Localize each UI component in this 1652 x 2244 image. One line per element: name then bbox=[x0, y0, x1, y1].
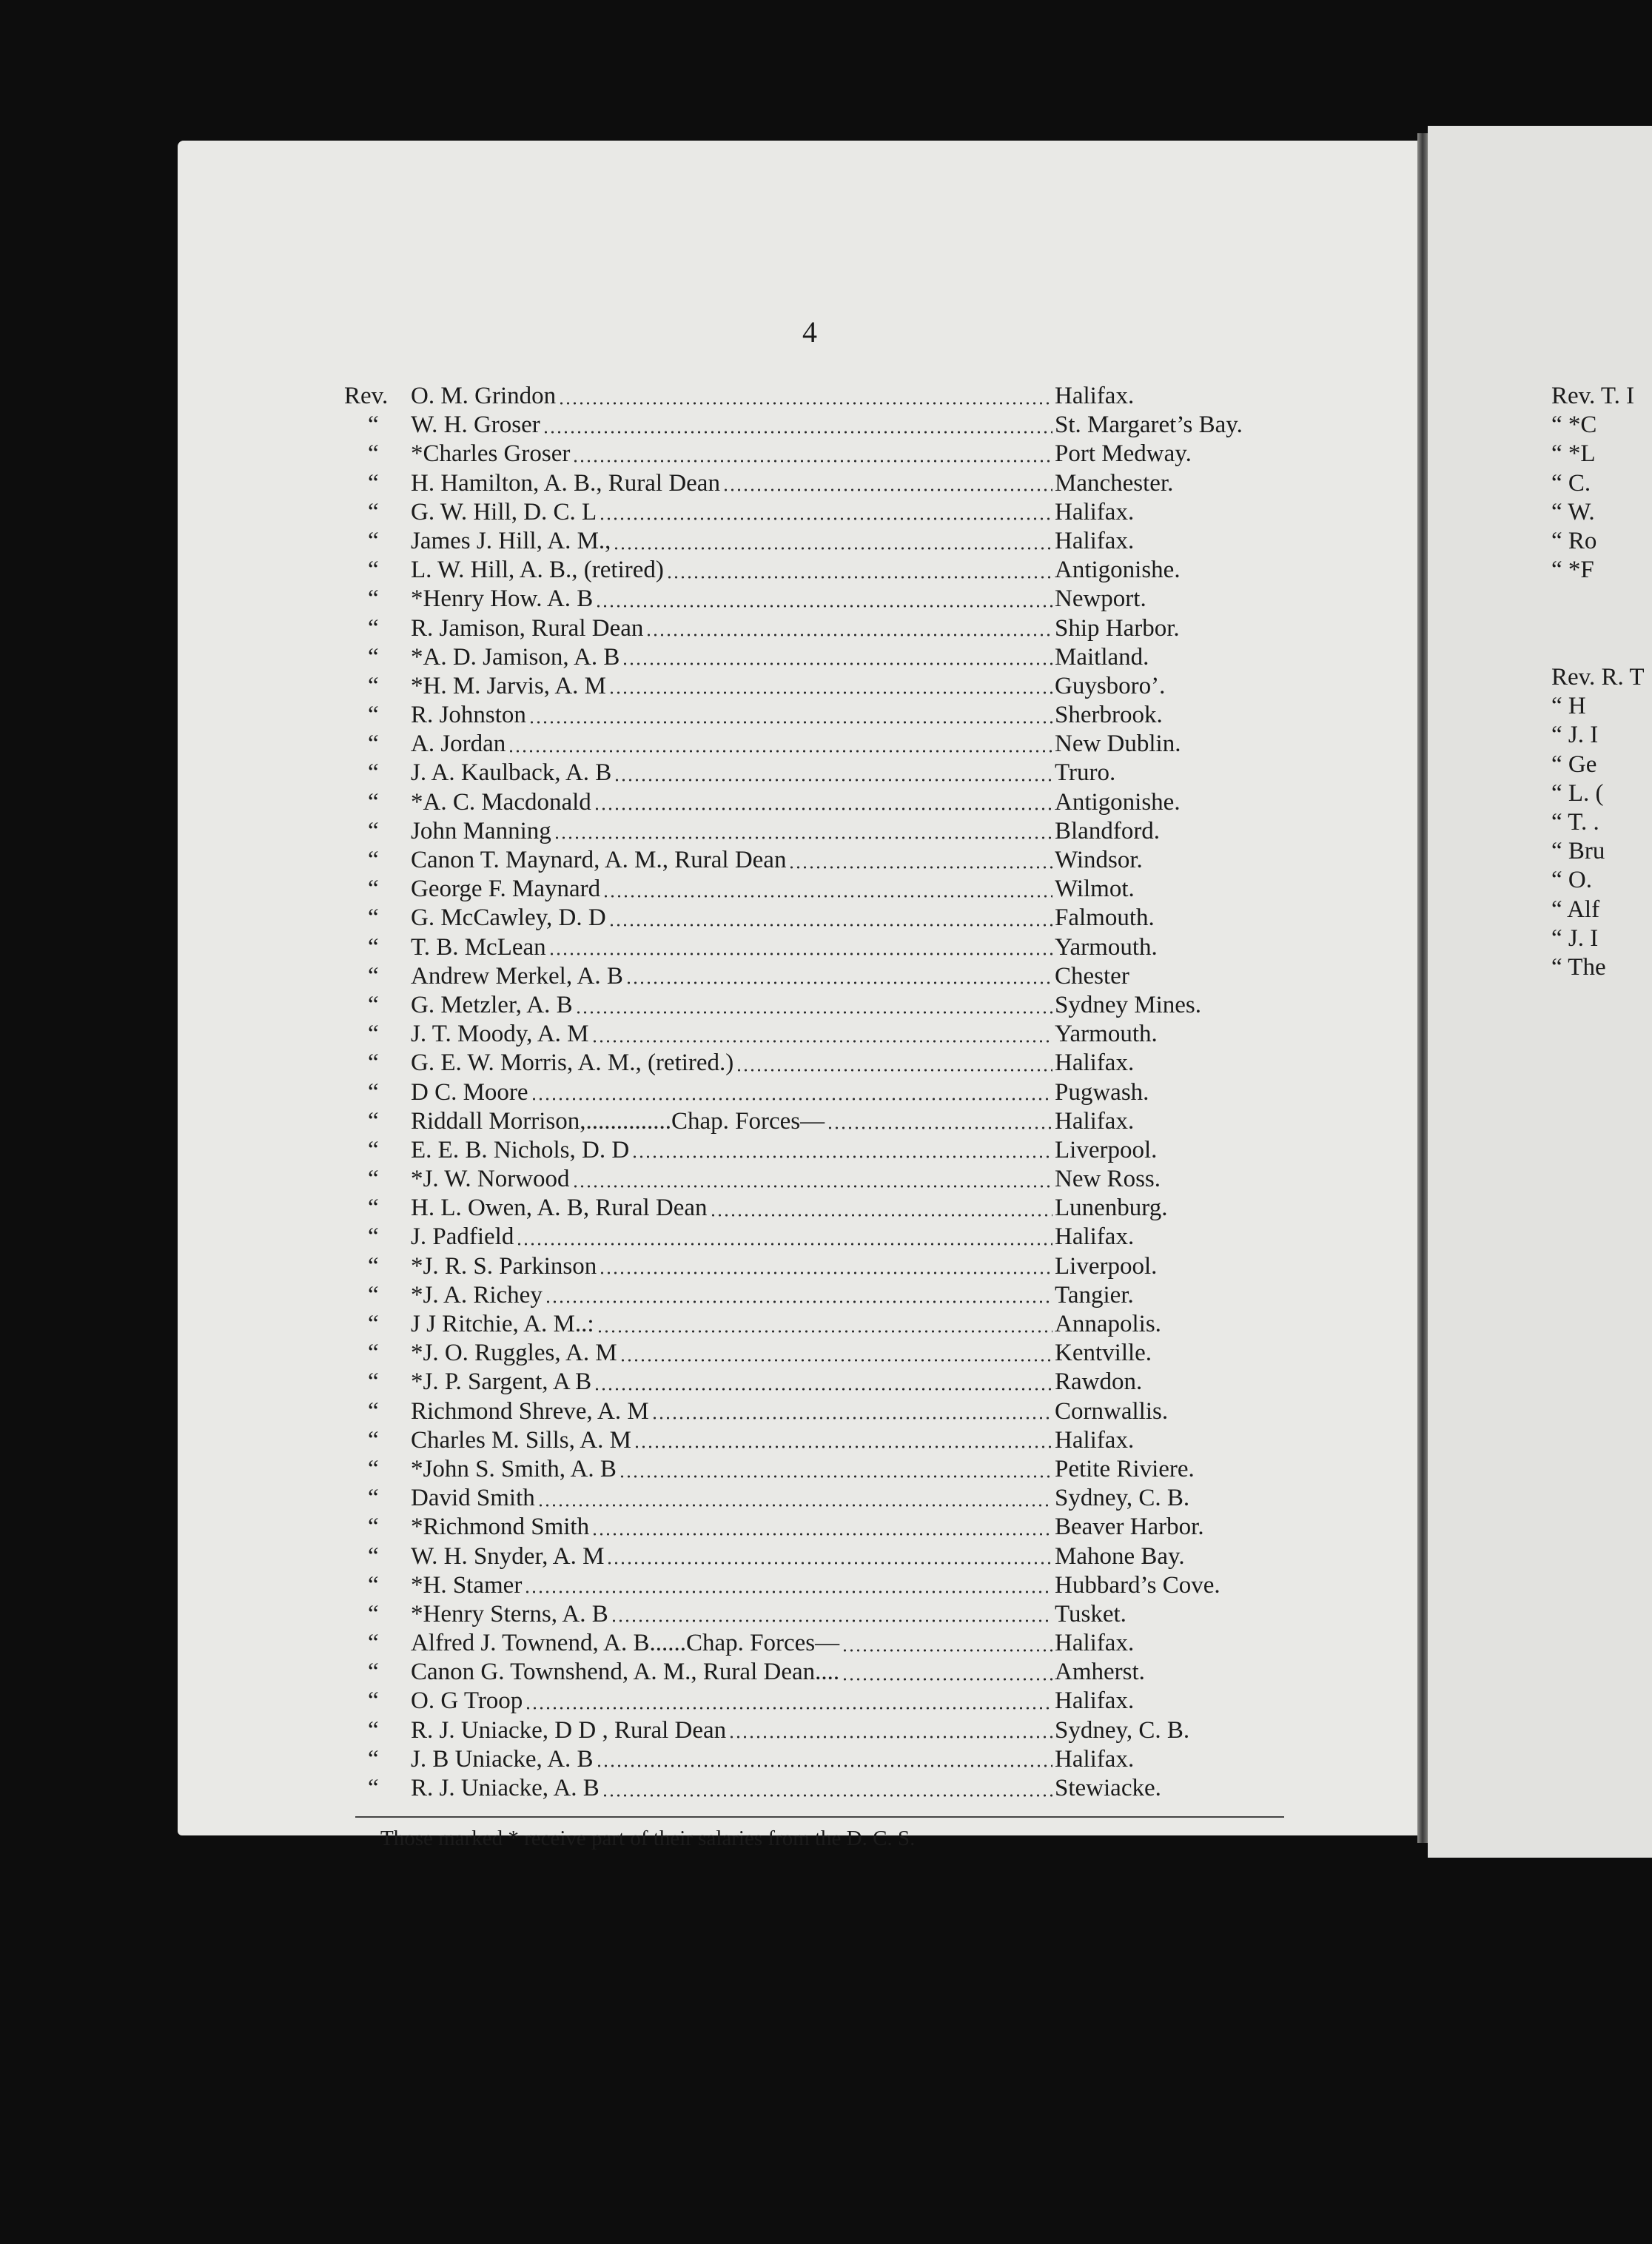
entry-name: G. McCawley, D. D bbox=[411, 904, 606, 932]
dot-leader bbox=[602, 1793, 1052, 1798]
facing-line: “ O. bbox=[1551, 867, 1592, 894]
entry-place: Truro. bbox=[1055, 759, 1116, 787]
entry-prefix: “ bbox=[368, 1659, 379, 1686]
entry-place: Manchester. bbox=[1055, 469, 1174, 497]
dot-leader bbox=[575, 1010, 1052, 1015]
entry-place: Windsor. bbox=[1055, 847, 1143, 873]
entry-place: Sydney, C. B. bbox=[1055, 1485, 1190, 1512]
dot-leader bbox=[645, 632, 1052, 638]
facing-line: “ T. . bbox=[1551, 808, 1599, 836]
entry-place: Yarmouth. bbox=[1055, 1021, 1158, 1048]
entry-name: *J. O. Ruggles, A. M bbox=[411, 1340, 617, 1367]
list-item bbox=[344, 469, 1306, 498]
entry-place: Halifax. bbox=[1055, 1107, 1135, 1135]
list-item bbox=[344, 1455, 1306, 1484]
entry-name: E. E. B. Nichols, D. D bbox=[411, 1136, 630, 1163]
list-item bbox=[344, 817, 1306, 846]
entry-prefix: “ bbox=[368, 962, 379, 990]
dot-leader bbox=[788, 864, 1052, 870]
entry-prefix: “ bbox=[368, 1745, 379, 1773]
entry-prefix: “ bbox=[368, 876, 379, 903]
entry-name: Canon G. Townshend, A. M., Rural Dean.... bbox=[411, 1659, 840, 1686]
entry-prefix: “ bbox=[368, 1049, 379, 1077]
entry-prefix: “ bbox=[368, 1311, 379, 1337]
entry-name: Canon T. Maynard, A. M., Rural Dean bbox=[411, 847, 787, 873]
entry-name: J. Padfield bbox=[411, 1223, 514, 1251]
list-item bbox=[344, 1339, 1306, 1368]
list-item bbox=[344, 382, 1306, 411]
entry-prefix: “ bbox=[368, 759, 379, 787]
footnote-rule bbox=[355, 1816, 1284, 1818]
entry-name: O. M. Grindon bbox=[411, 383, 557, 409]
list-item bbox=[344, 1194, 1306, 1223]
entry-prefix: “ bbox=[368, 614, 379, 642]
entry-prefix: “ bbox=[368, 440, 379, 468]
list-item bbox=[344, 1600, 1306, 1629]
entry-place: Kentville. bbox=[1055, 1340, 1152, 1367]
dot-leader bbox=[842, 1676, 1052, 1682]
entry-place: New Ross. bbox=[1055, 1166, 1161, 1193]
entry-name: *Richmond Smith bbox=[411, 1514, 590, 1541]
entry-name: *John S. Smith, A. B bbox=[411, 1455, 617, 1482]
list-item bbox=[344, 1020, 1306, 1049]
entry-prefix: “ bbox=[368, 469, 379, 497]
entry-name: *H. Stamer bbox=[411, 1571, 523, 1599]
facing-line: “ J. I bbox=[1551, 722, 1599, 749]
facing-page-list-top bbox=[1551, 382, 1652, 585]
entry-place: Halifax. bbox=[1055, 1630, 1135, 1657]
entry-name: J J Ritchie, A. M..: bbox=[411, 1311, 594, 1337]
entry-place: Blandford. bbox=[1055, 817, 1161, 844]
footnote: Those marked * receive part of their salaries from the D. C. S. bbox=[380, 1827, 916, 1850]
dot-leader bbox=[622, 661, 1052, 667]
entry-place: Maitland. bbox=[1055, 643, 1149, 671]
facing-line: “ W. bbox=[1551, 498, 1595, 525]
list-item bbox=[344, 933, 1306, 962]
list-item bbox=[344, 1397, 1306, 1426]
entry-place: Wilmot. bbox=[1055, 876, 1135, 903]
dot-leader bbox=[508, 748, 1052, 754]
entry-prefix: “ bbox=[368, 1397, 379, 1425]
list-item bbox=[344, 904, 1306, 933]
entry-name: R. Johnston bbox=[411, 702, 526, 729]
list-item bbox=[344, 614, 1306, 643]
entry-name: *J. W. Norwood bbox=[411, 1166, 570, 1193]
list-item bbox=[344, 1107, 1306, 1136]
dot-leader bbox=[728, 1734, 1052, 1740]
list-item bbox=[344, 1571, 1306, 1600]
facing-line: “ H bbox=[1551, 693, 1586, 720]
dot-leader bbox=[736, 1067, 1052, 1073]
entry-place: Pugwash. bbox=[1055, 1078, 1149, 1106]
entry-name: *A. D. Jamison, A. B bbox=[411, 643, 620, 671]
entry-name: G. Metzler, A. B bbox=[411, 991, 573, 1018]
entry-name: J. T. Moody, A. M bbox=[411, 1021, 589, 1048]
entry-prefix: “ bbox=[368, 991, 379, 1018]
facing-line: “ Bru bbox=[1551, 838, 1605, 865]
dot-leader bbox=[595, 603, 1052, 609]
entry-place: New Dublin. bbox=[1055, 730, 1181, 758]
entry-name: J. A. Kaulback, A. B bbox=[411, 759, 612, 787]
entry-place: Liverpool. bbox=[1055, 1252, 1158, 1280]
entry-prefix: Rev. bbox=[344, 383, 389, 409]
entry-prefix: “ bbox=[368, 498, 379, 525]
list-item bbox=[344, 1629, 1306, 1658]
entry-name: *Henry How. A. B bbox=[411, 585, 594, 613]
entry-place: Halifax. bbox=[1055, 1426, 1135, 1454]
list-item bbox=[344, 672, 1306, 701]
entry-place: Liverpool. bbox=[1055, 1136, 1158, 1163]
entry-prefix: “ bbox=[368, 1485, 379, 1512]
dot-leader bbox=[625, 980, 1052, 986]
list-item bbox=[344, 1136, 1306, 1165]
entry-place: Antigonishe. bbox=[1055, 788, 1181, 816]
entry-prefix: “ bbox=[368, 557, 379, 584]
facing-line: Rev. T. I bbox=[1551, 383, 1635, 409]
dot-leader bbox=[606, 1560, 1052, 1566]
entry-prefix: “ bbox=[368, 788, 379, 816]
entry-prefix: “ bbox=[368, 643, 379, 671]
dot-leader bbox=[614, 777, 1052, 783]
dot-leader bbox=[722, 487, 1052, 493]
dot-leader bbox=[525, 1705, 1052, 1711]
list-item bbox=[344, 1223, 1306, 1252]
entry-place: Annapolis. bbox=[1055, 1311, 1161, 1337]
entry-prefix: “ bbox=[368, 1775, 379, 1801]
entry-prefix: “ bbox=[368, 1426, 379, 1454]
entry-place: Chester bbox=[1055, 962, 1129, 990]
entry-name: J. B Uniacke, A. B bbox=[411, 1745, 594, 1773]
entry-prefix: “ bbox=[368, 1252, 379, 1280]
facing-line: “ Ge bbox=[1551, 750, 1597, 778]
list-item bbox=[344, 1281, 1306, 1310]
entry-prefix: “ bbox=[368, 1455, 379, 1482]
entry-name: Charles M. Sills, A. M bbox=[411, 1426, 631, 1454]
dot-leader bbox=[537, 1502, 1052, 1508]
entry-prefix: “ bbox=[368, 1716, 379, 1744]
entry-prefix: “ bbox=[368, 1223, 379, 1251]
list-item bbox=[344, 962, 1306, 991]
entry-name: W. H. Snyder, A. M bbox=[411, 1542, 605, 1570]
list-item bbox=[344, 1687, 1306, 1716]
list-item bbox=[344, 1745, 1306, 1774]
entry-prefix: “ bbox=[368, 1542, 379, 1570]
entry-prefix: “ bbox=[368, 1195, 379, 1222]
entry-name: H. L. Owen, A. B, Rural Dean bbox=[411, 1195, 708, 1222]
dot-leader bbox=[548, 951, 1052, 957]
entry-name: R. J. Uniacke, D D , Rural Dean bbox=[411, 1716, 727, 1744]
dot-leader bbox=[619, 1474, 1052, 1479]
list-item bbox=[344, 556, 1306, 585]
entry-prefix: “ bbox=[368, 1514, 379, 1541]
entry-place: Sydney, C. B. bbox=[1055, 1716, 1190, 1744]
entry-name: *A. C. Macdonald bbox=[411, 788, 591, 816]
list-item bbox=[344, 788, 1306, 817]
list-item bbox=[344, 1484, 1306, 1513]
dot-leader bbox=[608, 922, 1052, 928]
dot-leader bbox=[613, 545, 1052, 551]
list-item bbox=[344, 1252, 1306, 1281]
entry-prefix: “ bbox=[368, 527, 379, 554]
entry-place: Halifax. bbox=[1055, 1745, 1135, 1773]
entry-name: L. W. Hill, A. B., (retired) bbox=[411, 557, 664, 584]
dot-leader bbox=[572, 1183, 1052, 1189]
list-item bbox=[344, 1310, 1306, 1339]
dot-leader bbox=[524, 1589, 1052, 1595]
entry-prefix: “ bbox=[368, 1368, 379, 1396]
dot-leader bbox=[599, 1270, 1052, 1276]
dot-leader bbox=[594, 1386, 1052, 1392]
entry-prefix: “ bbox=[368, 702, 379, 729]
list-item bbox=[344, 1513, 1306, 1542]
list-item bbox=[344, 1542, 1306, 1571]
entry-place: Guysboro’. bbox=[1055, 672, 1166, 699]
entry-place: Yarmouth. bbox=[1055, 933, 1158, 961]
entry-place: Rawdon. bbox=[1055, 1368, 1143, 1396]
list-item bbox=[344, 1165, 1306, 1194]
entry-place: Newport. bbox=[1055, 585, 1146, 613]
entry-prefix: “ bbox=[368, 1571, 379, 1599]
dot-leader bbox=[596, 1763, 1052, 1769]
dot-leader bbox=[602, 893, 1052, 899]
facing-line: “ The bbox=[1551, 953, 1606, 981]
dot-leader bbox=[631, 1154, 1052, 1160]
dot-leader bbox=[651, 1415, 1052, 1421]
entry-place: Port Medway. bbox=[1055, 440, 1192, 468]
list-item bbox=[344, 498, 1306, 527]
entry-place: Beaver Harbor. bbox=[1055, 1514, 1204, 1541]
entry-name: *J. A. Richey bbox=[411, 1281, 543, 1309]
clergy-list bbox=[344, 382, 1306, 1803]
list-item bbox=[344, 527, 1306, 556]
entry-place: Falmouth. bbox=[1055, 904, 1155, 932]
facing-page-list-bottom bbox=[1551, 663, 1652, 982]
list-item bbox=[344, 440, 1306, 468]
entry-name: *Henry Sterns, A. B bbox=[411, 1600, 608, 1627]
entry-name: R. Jamison, Rural Dean bbox=[411, 614, 644, 642]
entry-name: H. Hamilton, A. B., Rural Dean bbox=[411, 469, 720, 497]
list-item bbox=[344, 1658, 1306, 1687]
entry-place: Sherbrook. bbox=[1055, 702, 1163, 729]
entry-name: *J. P. Sargent, A B bbox=[411, 1368, 592, 1396]
dot-leader bbox=[591, 1531, 1052, 1537]
binding-fold bbox=[1417, 133, 1428, 1843]
dot-leader bbox=[842, 1647, 1052, 1653]
dot-leader bbox=[545, 1299, 1052, 1305]
entry-name: *Charles Groser bbox=[411, 440, 571, 468]
list-item bbox=[344, 1716, 1306, 1745]
list-item bbox=[344, 1426, 1306, 1455]
entry-prefix: “ bbox=[368, 1136, 379, 1163]
entry-place: Halifax. bbox=[1055, 527, 1135, 554]
entry-name: David Smith bbox=[411, 1485, 535, 1512]
facing-line: “ Ro bbox=[1551, 527, 1597, 554]
list-item bbox=[344, 846, 1306, 875]
entry-name: *H. M. Jarvis, A. M bbox=[411, 672, 607, 699]
entry-place: Halifax. bbox=[1055, 1223, 1135, 1251]
facing-line: “ L. ( bbox=[1551, 779, 1604, 807]
dot-leader bbox=[634, 1444, 1052, 1450]
dot-leader bbox=[572, 458, 1052, 464]
list-item bbox=[344, 1774, 1306, 1803]
entry-prefix: “ bbox=[368, 1600, 379, 1627]
entry-name: G. E. W. Morris, A. M., (retired.) bbox=[411, 1049, 734, 1077]
list-item bbox=[344, 875, 1306, 904]
entry-prefix: “ bbox=[368, 933, 379, 961]
entry-name: R. J. Uniacke, A. B bbox=[411, 1775, 600, 1801]
entry-name: Riddall Morrison,..............Chap. Forces— bbox=[411, 1107, 825, 1135]
dot-leader bbox=[611, 1618, 1052, 1624]
entry-name: G. W. Hill, D. C. L bbox=[411, 498, 597, 525]
entry-prefix: “ bbox=[368, 1166, 379, 1193]
dot-leader bbox=[531, 1096, 1052, 1102]
entry-place: Tangier. bbox=[1055, 1281, 1134, 1309]
entry-prefix: “ bbox=[368, 730, 379, 758]
list-item bbox=[344, 643, 1306, 672]
entry-prefix: “ bbox=[368, 1021, 379, 1048]
entry-place: Halifax. bbox=[1055, 1049, 1135, 1077]
entry-prefix: “ bbox=[368, 672, 379, 699]
entry-name: John Manning bbox=[411, 817, 551, 844]
entry-name: O. G Troop bbox=[411, 1687, 523, 1715]
entry-prefix: “ bbox=[368, 1078, 379, 1106]
dot-leader bbox=[620, 1357, 1052, 1363]
entry-name: Richmond Shreve, A. M bbox=[411, 1397, 649, 1425]
entry-place: St. Margaret’s Bay. bbox=[1055, 411, 1243, 439]
entry-prefix: “ bbox=[368, 817, 379, 844]
facing-line: “ *L bbox=[1551, 440, 1596, 468]
entry-place: Lunenburg. bbox=[1055, 1195, 1168, 1222]
list-item bbox=[344, 1368, 1306, 1397]
entry-prefix: “ bbox=[368, 1107, 379, 1135]
dot-leader bbox=[591, 1038, 1052, 1044]
entry-place: Sydney Mines. bbox=[1055, 991, 1201, 1018]
entry-prefix: “ bbox=[368, 1630, 379, 1657]
entry-name: T. B. McLean bbox=[411, 933, 546, 961]
list-item bbox=[344, 1078, 1306, 1107]
entry-name: *J. R. S. Parkinson bbox=[411, 1252, 597, 1280]
entry-name: George F. Maynard bbox=[411, 876, 601, 903]
facing-line: Rev. R. T bbox=[1551, 664, 1645, 691]
facing-line: “ Alf bbox=[1551, 896, 1600, 923]
entry-place: Antigonishe. bbox=[1055, 557, 1181, 584]
facing-line: “ *C bbox=[1551, 411, 1597, 439]
entry-place: Cornwallis. bbox=[1055, 1397, 1169, 1425]
entry-place: Tusket. bbox=[1055, 1600, 1126, 1627]
entry-prefix: “ bbox=[368, 847, 379, 873]
dot-leader bbox=[543, 429, 1052, 435]
list-item bbox=[344, 585, 1306, 614]
entry-name: A. Jordan bbox=[411, 730, 506, 758]
entry-name: W. H. Groser bbox=[411, 411, 540, 439]
entry-name: Andrew Merkel, A. B bbox=[411, 962, 623, 990]
dot-leader bbox=[608, 690, 1052, 696]
entry-place: Hubbard’s Cove. bbox=[1055, 1571, 1220, 1599]
entry-place: Halifax. bbox=[1055, 498, 1135, 525]
entry-name: D C. Moore bbox=[411, 1078, 528, 1106]
entry-place: Mahone Bay. bbox=[1055, 1542, 1185, 1570]
dot-leader bbox=[554, 835, 1052, 841]
dot-leader bbox=[594, 806, 1052, 812]
facing-line: “ J. I bbox=[1551, 924, 1599, 952]
dot-leader bbox=[599, 516, 1052, 522]
list-item bbox=[344, 1049, 1306, 1078]
entry-place: Ship Harbor. bbox=[1055, 614, 1180, 642]
list-item bbox=[344, 730, 1306, 759]
entry-place: Stewiacke. bbox=[1055, 1775, 1161, 1801]
entry-prefix: “ bbox=[368, 1340, 379, 1367]
dot-leader bbox=[666, 574, 1052, 580]
dot-leader bbox=[597, 1328, 1052, 1334]
entry-place: Halifax. bbox=[1055, 1687, 1135, 1715]
list-item bbox=[344, 759, 1306, 787]
entry-name: Alfred J. Townend, A. B......Chap. Forces— bbox=[411, 1630, 840, 1657]
entry-prefix: “ bbox=[368, 411, 379, 439]
facing-line: “ C. bbox=[1551, 469, 1591, 497]
entry-prefix: “ bbox=[368, 1687, 379, 1715]
dot-leader bbox=[516, 1241, 1052, 1247]
dot-leader bbox=[827, 1125, 1052, 1131]
list-item bbox=[344, 701, 1306, 730]
page-number: 4 bbox=[802, 315, 817, 349]
list-item bbox=[344, 991, 1306, 1020]
facing-line: “ *F bbox=[1551, 557, 1594, 584]
dot-leader bbox=[558, 400, 1052, 406]
dot-leader bbox=[528, 719, 1052, 725]
entry-place: Petite Riviere. bbox=[1055, 1455, 1195, 1482]
entry-place: Halifax. bbox=[1055, 383, 1135, 409]
entry-place: Amherst. bbox=[1055, 1659, 1145, 1686]
list-item bbox=[344, 411, 1306, 440]
entry-name: James J. Hill, A. M., bbox=[411, 527, 611, 554]
entry-prefix: “ bbox=[368, 585, 379, 613]
dot-leader bbox=[710, 1212, 1052, 1218]
entry-prefix: “ bbox=[368, 904, 379, 932]
entry-prefix: “ bbox=[368, 1281, 379, 1309]
